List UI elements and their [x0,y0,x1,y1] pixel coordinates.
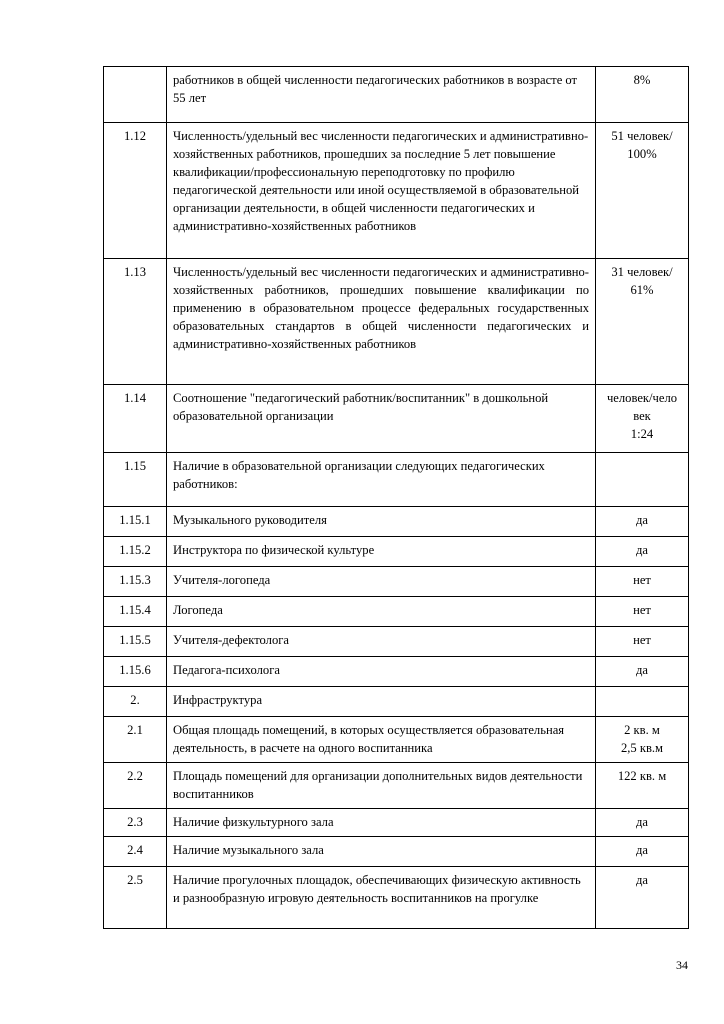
table-row [104,717,689,763]
row-number: 2.5 [104,867,167,929]
row-value [596,717,689,763]
table-row [104,687,689,717]
row-description: Логопеда [167,597,596,627]
table-row [104,657,689,687]
table-row [104,453,689,507]
row-value-line: 122 кв. м [617,769,667,783]
row-value-line: 2,5 кв.м [620,741,664,755]
table-row [104,507,689,537]
row-number: 1.15.2 [104,537,167,567]
indicators-table [103,66,689,929]
row-value-line: да [636,543,648,557]
row-description: Учителя-дефектолога [167,627,596,657]
row-number: 1.15.6 [104,657,167,687]
row-value-line: да [636,843,648,857]
row-value-line: нет [633,573,651,587]
row-value-line: 1:24 [630,427,654,441]
table-row [104,537,689,567]
row-value [596,687,689,717]
row-number: 1.14 [104,385,167,453]
row-value [596,537,689,567]
row-value [596,67,689,123]
row-value [596,657,689,687]
row-description: Общая площадь помещений, в которых осуществляется образовательная деятельность, в расчете на одного воспитанника [167,717,596,763]
row-value-line: 61% [630,283,654,297]
table-row [104,837,689,867]
row-description: Инфраструктура [167,687,596,717]
table-row [104,867,689,929]
row-description: Наличие физкультурного зала [167,809,596,837]
indicators-table-body [104,67,689,929]
row-number: 1.13 [104,259,167,385]
row-description: Численность/удельный вес численности педагогических и административно-хозяйственных работников, прошедших повышение квалификации по применению в образовательном процессе федеральных государственных образовательных стандартов в общей численности педагогических и административно-хозяйственных работников [167,259,596,385]
table-row [104,627,689,657]
row-description: Численность/удельный вес численности педагогических и административно-хозяйственных работников, прошедших за последние 5 лет повышение квалификации/профессиональную переподготовку по профилю педагогической деятельности или иной осуществляемой в образовательной организации деятельности, в общей численности педагогических и административно-хозяйственных работников [167,123,596,259]
row-number: 1.15.5 [104,627,167,657]
table-row [104,67,689,123]
row-value-line: нет [633,633,651,647]
row-number: 2.3 [104,809,167,837]
row-description: Соотношение "педагогический работник/воспитанник" в дошкольной образовательной организации [167,385,596,453]
row-value [596,867,689,929]
row-number: 1.15.4 [104,597,167,627]
row-number: 1.12 [104,123,167,259]
table-row [104,597,689,627]
table-row [104,567,689,597]
row-number: 1.15.1 [104,507,167,537]
page-number: 34 [676,958,688,972]
row-value-line: да [636,815,648,829]
row-value-line: 100% [627,147,657,161]
table-row [104,809,689,837]
row-value [596,507,689,537]
row-number: 1.15 [104,453,167,507]
row-value-line: нет [633,603,651,617]
table-row [104,385,689,453]
row-value [596,763,689,809]
row-description: работников в общей численности педагогических работников в возрасте от 55 лет [167,67,596,123]
row-description: Наличие в образовательной организации следующих педагогических работников: [167,453,596,507]
row-value-line: человек/чело [606,391,678,405]
table-row [104,123,689,259]
row-value-line: 31 человек/ [611,265,673,279]
row-value-line: да [636,513,648,527]
row-number: 2.1 [104,717,167,763]
row-value [596,123,689,259]
row-value [596,809,689,837]
row-value-line: да [636,663,648,677]
row-value-line: 8% [633,73,651,87]
row-value-line: 2 кв. м [624,723,660,737]
row-value-line: да [636,873,648,887]
row-description: Педагога-психолога [167,657,596,687]
row-number: 2.4 [104,837,167,867]
row-number [104,67,167,123]
row-value [596,627,689,657]
row-value [596,259,689,385]
row-number: 1.15.3 [104,567,167,597]
row-value-line: 51 человек/ [611,129,673,143]
row-description: Учителя-логопеда [167,567,596,597]
row-value [596,597,689,627]
row-description: Площадь помещений для организации дополнительных видов деятельности воспитанников [167,763,596,809]
row-description: Наличие музыкального зала [167,837,596,867]
row-value [596,453,689,507]
row-value [596,385,689,453]
row-description: Музыкального руководителя [167,507,596,537]
row-description: Инструктора по физической культуре [167,537,596,567]
row-description: Наличие прогулочных площадок, обеспечивающих физическую активность и разнообразную игровую деятельность воспитанников на прогулке [167,867,596,929]
row-number: 2.2 [104,763,167,809]
row-number: 2. [104,687,167,717]
row-value [596,567,689,597]
table-row [104,259,689,385]
table-row [104,763,689,809]
row-value [596,837,689,867]
row-value-line: век [633,409,651,423]
